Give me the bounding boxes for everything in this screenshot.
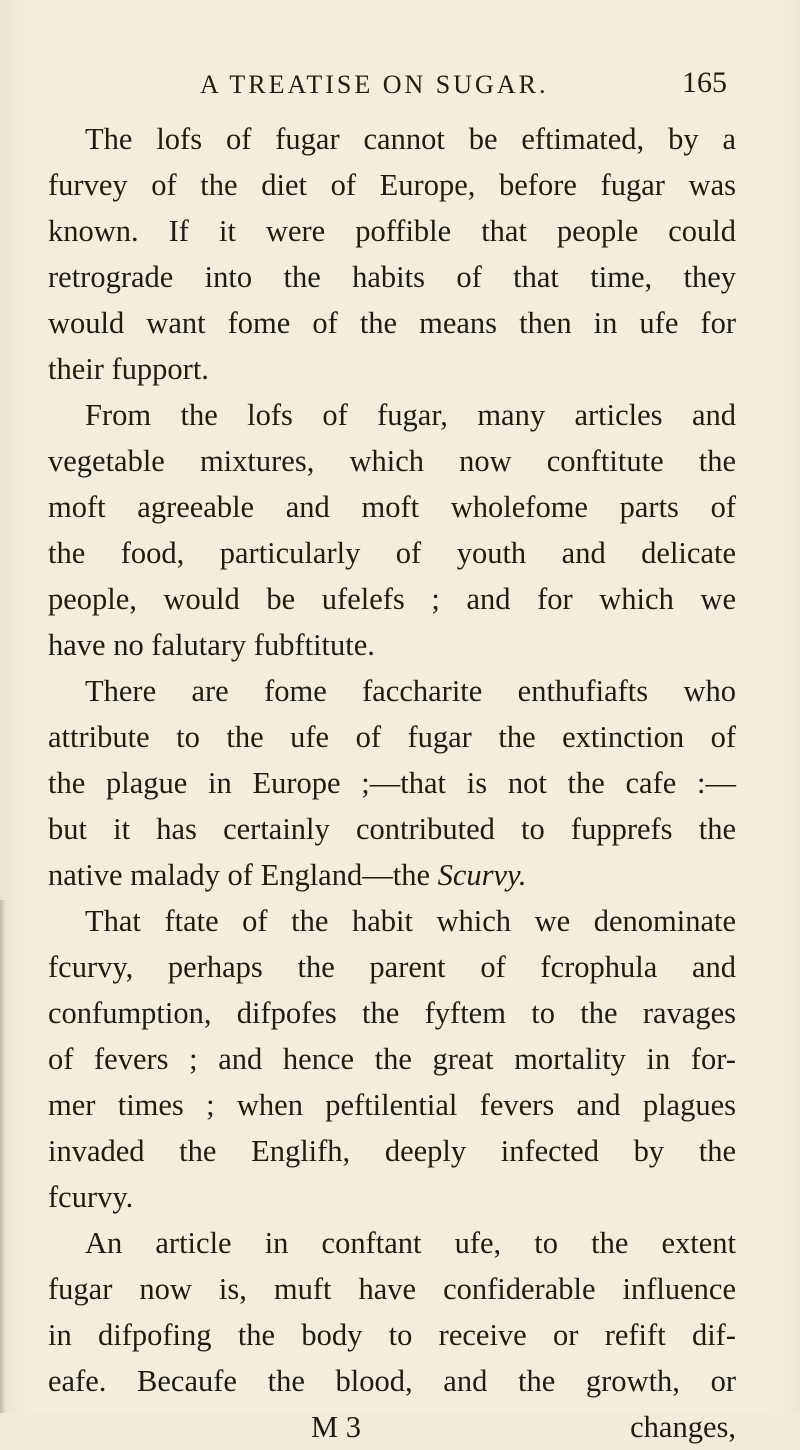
text-line: The lofs of fugar cannot be eftimated, by a xyxy=(85,122,736,156)
text-span: native malady of England—the xyxy=(48,858,430,892)
italic-term: Scurvy. xyxy=(437,858,527,892)
footer-line xyxy=(48,1404,736,1450)
text-line: mer times ; when peftilential fevers and plagues xyxy=(48,1088,736,1122)
text-line: fcurvy, perhaps the parent of fcrophula and xyxy=(48,950,736,984)
text-line: From the lofs of fugar, many articles and xyxy=(85,398,736,432)
text-line: There are fome faccharite enthufiafts who xyxy=(85,674,736,708)
text-line: in difpofing the body to receive or refift dif- xyxy=(48,1318,736,1352)
text-line: the plague in Europe ;—that is not the cafe :— xyxy=(48,766,736,800)
page-edge-shadow xyxy=(0,900,6,1413)
signature-mark: M 3 xyxy=(311,1410,361,1444)
text-line: moft agreeable and moft wholefome parts of xyxy=(48,490,736,524)
text-line: fcurvy. xyxy=(48,1180,134,1214)
text-line: An article in conftant ufe, to the extent xyxy=(85,1226,736,1260)
body-text xyxy=(48,116,736,1450)
text-line: but it has certainly contributed to fupprefs the xyxy=(48,812,736,846)
text-line: attribute to the ufe of fugar the extinction of xyxy=(48,720,736,754)
text-line: vegetable mixtures, which now conftitute the xyxy=(48,444,736,478)
catchword: changes, xyxy=(630,1410,736,1444)
text-line: would want fome of the means then in ufe for xyxy=(48,306,736,340)
text-line: eafe. Becaufe the blood, and the growth, or xyxy=(48,1364,736,1398)
text-line: retrograde into the habits of that time, they xyxy=(48,260,736,294)
text-line-with-italic xyxy=(48,852,736,898)
page-number: 165 xyxy=(682,66,727,99)
text-line: of fevers ; and hence the great mortality in for- xyxy=(48,1042,736,1076)
text-line: people, would be ufelefs ; and for which we xyxy=(48,582,736,616)
running-head xyxy=(0,66,800,110)
text-line: invaded the Englifh, deeply infected by the xyxy=(48,1134,736,1168)
text-line: confumption, difpofes the fyftem to the ravages xyxy=(48,996,736,1030)
text-line: the food, particularly of youth and delicate xyxy=(48,536,736,570)
running-title: A TREATISE ON SUGAR. xyxy=(200,70,549,99)
text-line: their fupport. xyxy=(48,352,209,386)
text-line: furvey of the diet of Europe, before fugar was xyxy=(48,168,736,202)
text-line: That ftate of the habit which we denominate xyxy=(85,904,736,938)
text-line: have no falutary fubftitute. xyxy=(48,628,375,662)
text-line: known. If it were poffible that people could xyxy=(48,214,736,248)
text-line: fugar now is, muft have confiderable influence xyxy=(48,1272,736,1306)
